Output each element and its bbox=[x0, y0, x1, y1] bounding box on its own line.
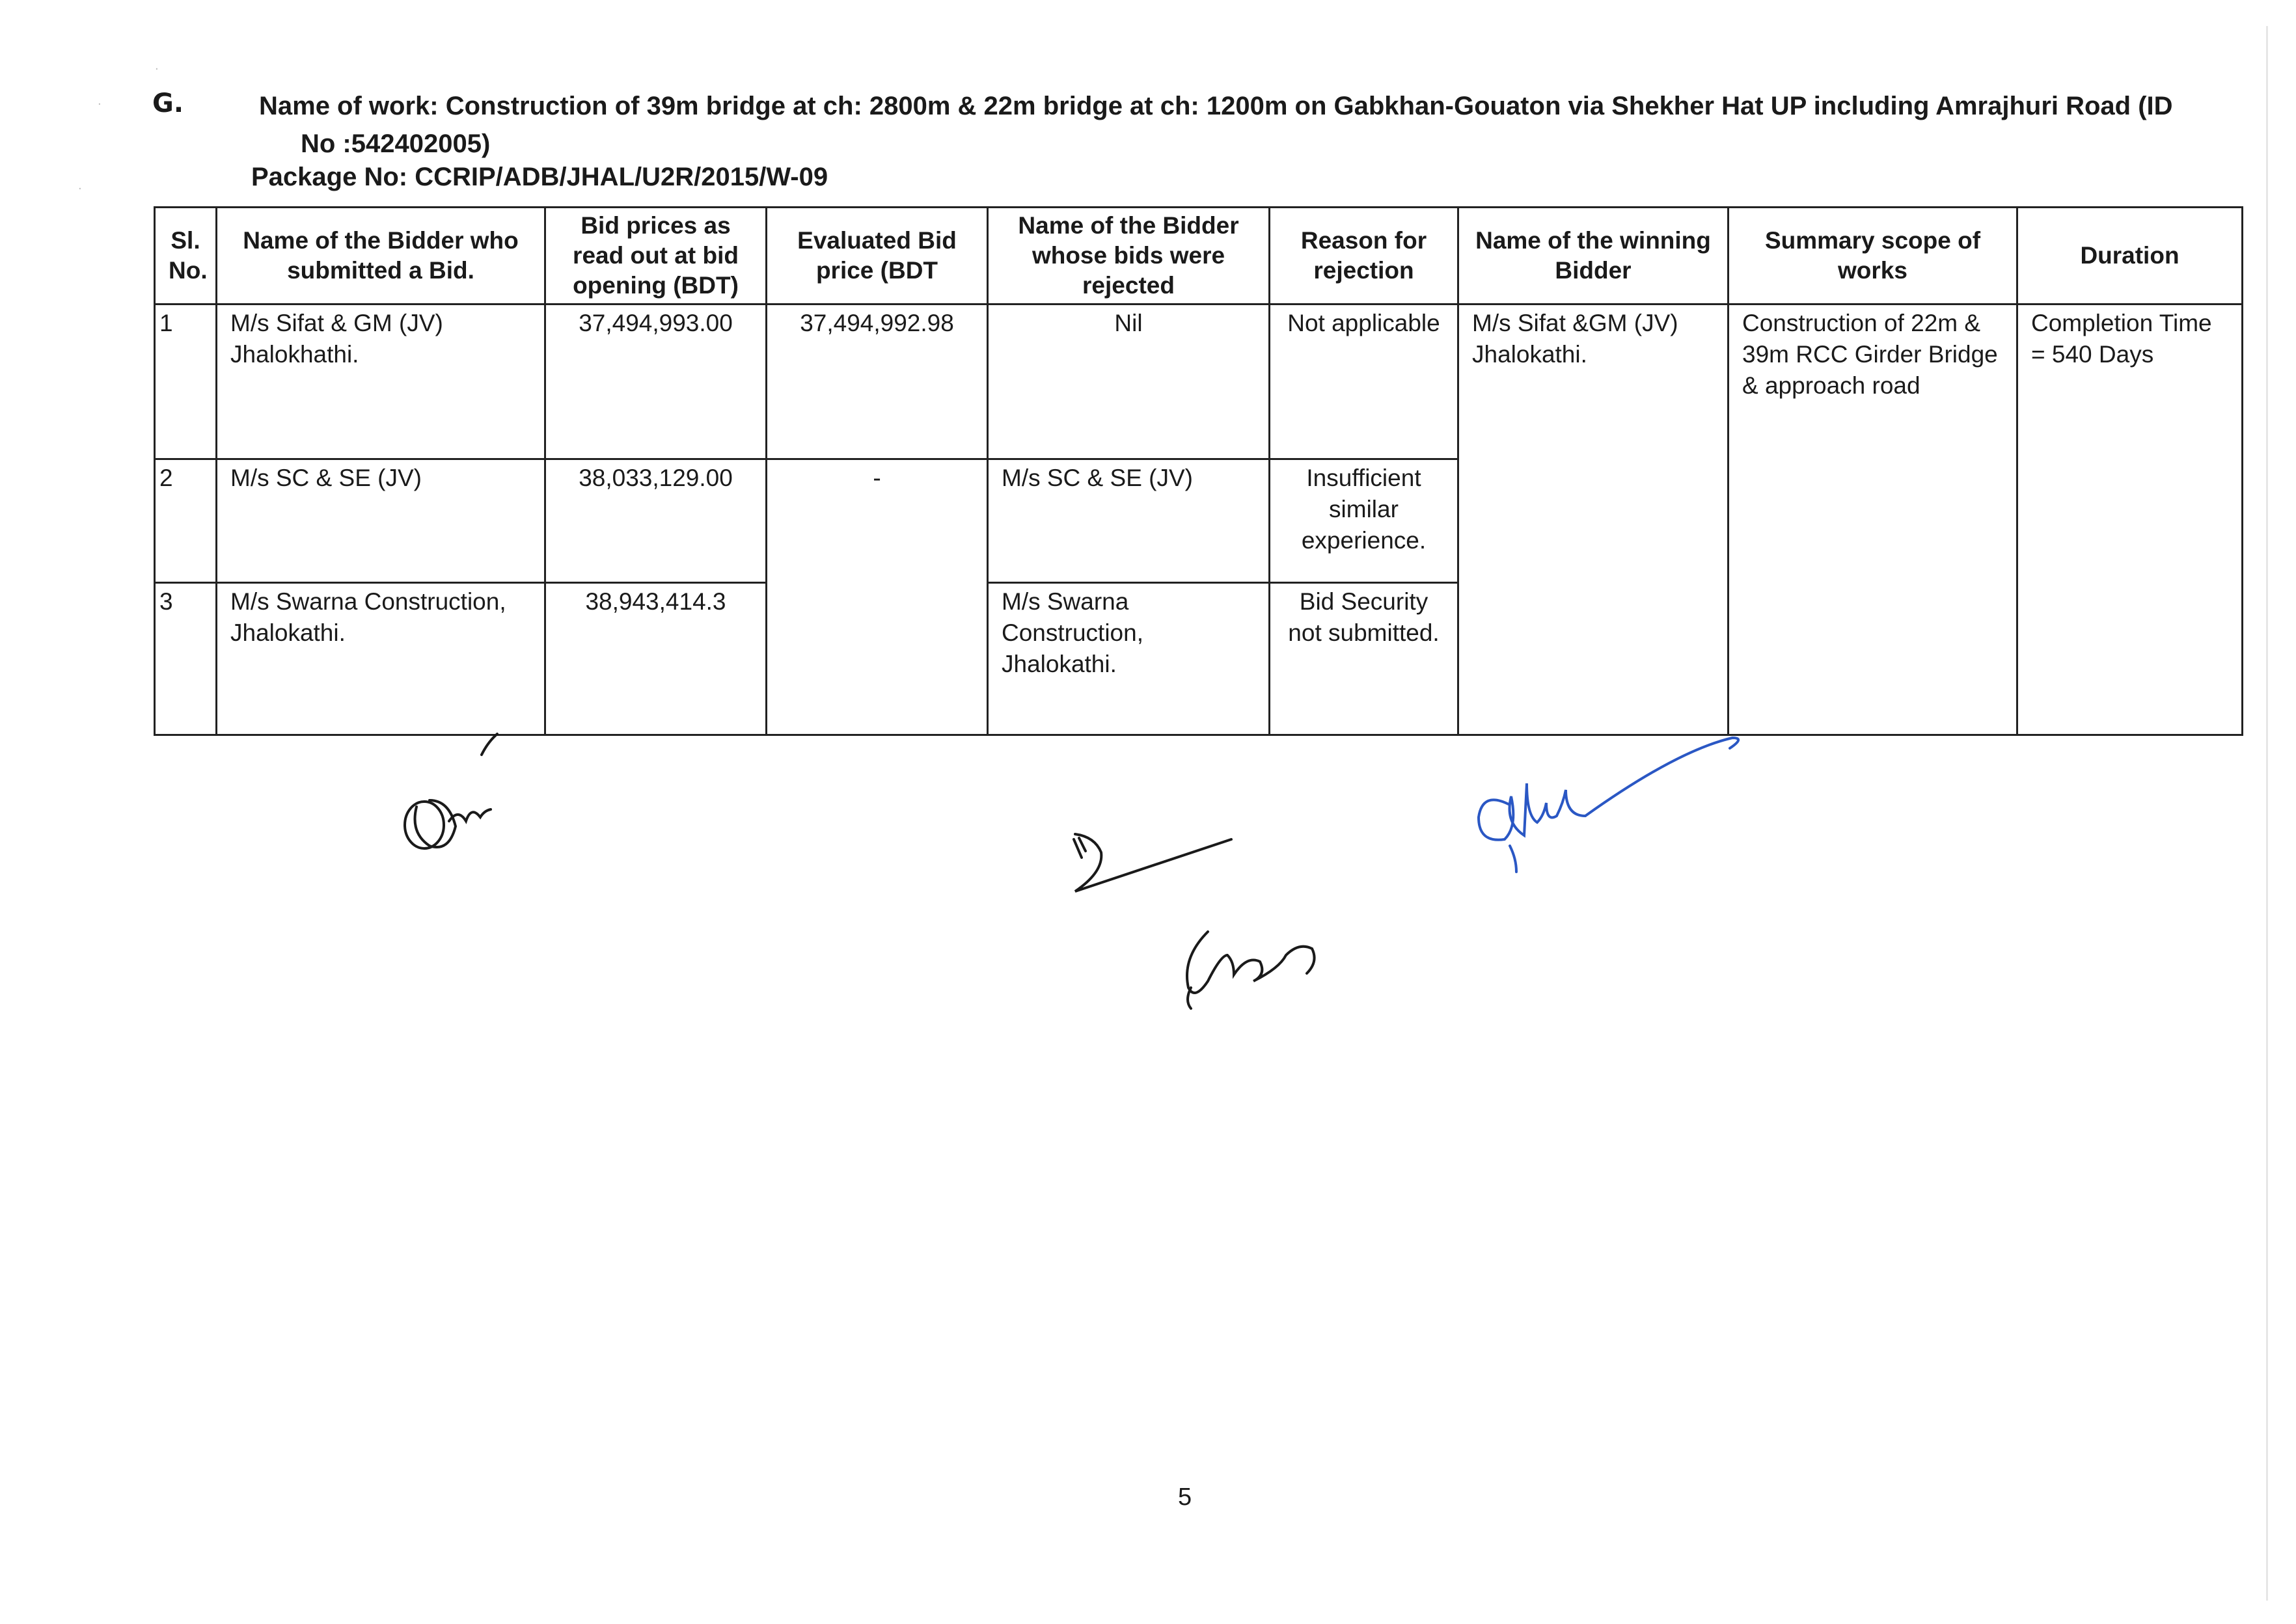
cell-duration: Completion Time = 540 Days bbox=[2017, 304, 2243, 735]
column-header-sl-no: Sl. No. bbox=[155, 208, 217, 304]
cell-scope: Construction of 22m & 39m RCC Girder Bridge & approach road bbox=[1729, 304, 2017, 735]
signature-4 bbox=[1479, 738, 1738, 872]
cell-bid-price: 38,943,414.3 bbox=[545, 583, 767, 735]
work-title bbox=[259, 87, 2224, 163]
work-title-line1: Name of work: Construction of 39m bridge at ch: 2800m & 22m bridge at ch: 1200m on Gabkhan-Gouaton via Shekher Hat UP including Amrajhuri Road (ID bbox=[259, 92, 2173, 120]
cell-evaluated-price-merged: - bbox=[767, 459, 988, 735]
cell-sl-no: 2 bbox=[155, 459, 217, 583]
cell-sl-no: 1 bbox=[155, 304, 217, 459]
cell-bidder: M/s SC & SE (JV) bbox=[217, 459, 545, 583]
column-header-evaluated-price: Evaluated Bid price (BDT bbox=[767, 208, 988, 304]
signature-1 bbox=[405, 734, 497, 848]
signature-3 bbox=[1187, 932, 1315, 1008]
bid-evaluation-table bbox=[154, 206, 2243, 736]
cell-bid-price: 38,033,129.00 bbox=[545, 459, 767, 583]
work-title-line2: No :542402005) bbox=[301, 129, 491, 158]
column-header-rejected-bidder: Name of the Bidder whose bids were rejected bbox=[988, 208, 1270, 304]
scan-page-edge bbox=[2266, 26, 2268, 1601]
cell-bidder: M/s Sifat & GM (JV) Jhalokhathi. bbox=[217, 304, 545, 459]
column-header-bidder: Name of the Bidder who submitted a Bid. bbox=[217, 208, 545, 304]
cell-evaluated-price: 37,494,992.98 bbox=[767, 304, 988, 459]
cell-reason: Bid Security not submitted. bbox=[1270, 583, 1458, 735]
column-header-bid-price: Bid prices as read out at bid opening (BDT) bbox=[545, 208, 767, 304]
cell-bidder: M/s Swarna Construction, Jhalokathi. bbox=[217, 583, 545, 735]
cell-reason: Insufficient similar experience. bbox=[1270, 459, 1458, 583]
cell-winning-bidder: M/s Sifat &GM (JV) Jhalokathi. bbox=[1458, 304, 1729, 735]
signature-2 bbox=[1074, 834, 1231, 891]
section-letter: G. bbox=[152, 88, 184, 118]
scan-speck: · bbox=[98, 98, 102, 111]
column-header-reason: Reason for rejection bbox=[1270, 208, 1458, 304]
column-header-winning-bidder: Name of the winning Bidder bbox=[1458, 208, 1729, 304]
scan-speck: · bbox=[78, 182, 82, 196]
cell-bid-price: 37,494,993.00 bbox=[545, 304, 767, 459]
cell-rejected-bidder: Nil bbox=[988, 304, 1270, 459]
cell-rejected-bidder: M/s Swarna Construction, Jhalokathi. bbox=[988, 583, 1270, 735]
page-number: 5 bbox=[1178, 1483, 1192, 1511]
package-number: Package No: CCRIP/ADB/JHAL/U2R/2015/W-09 bbox=[251, 163, 828, 191]
column-header-scope: Summary scope of works bbox=[1729, 208, 2017, 304]
cell-reason: Not applicable bbox=[1270, 304, 1458, 459]
cell-rejected-bidder: M/s SC & SE (JV) bbox=[988, 459, 1270, 583]
table-header-row bbox=[155, 208, 2243, 304]
scan-speck: · bbox=[155, 62, 159, 76]
table-row bbox=[155, 304, 2243, 459]
column-header-duration: Duration bbox=[2017, 208, 2243, 304]
cell-sl-no: 3 bbox=[155, 583, 217, 735]
